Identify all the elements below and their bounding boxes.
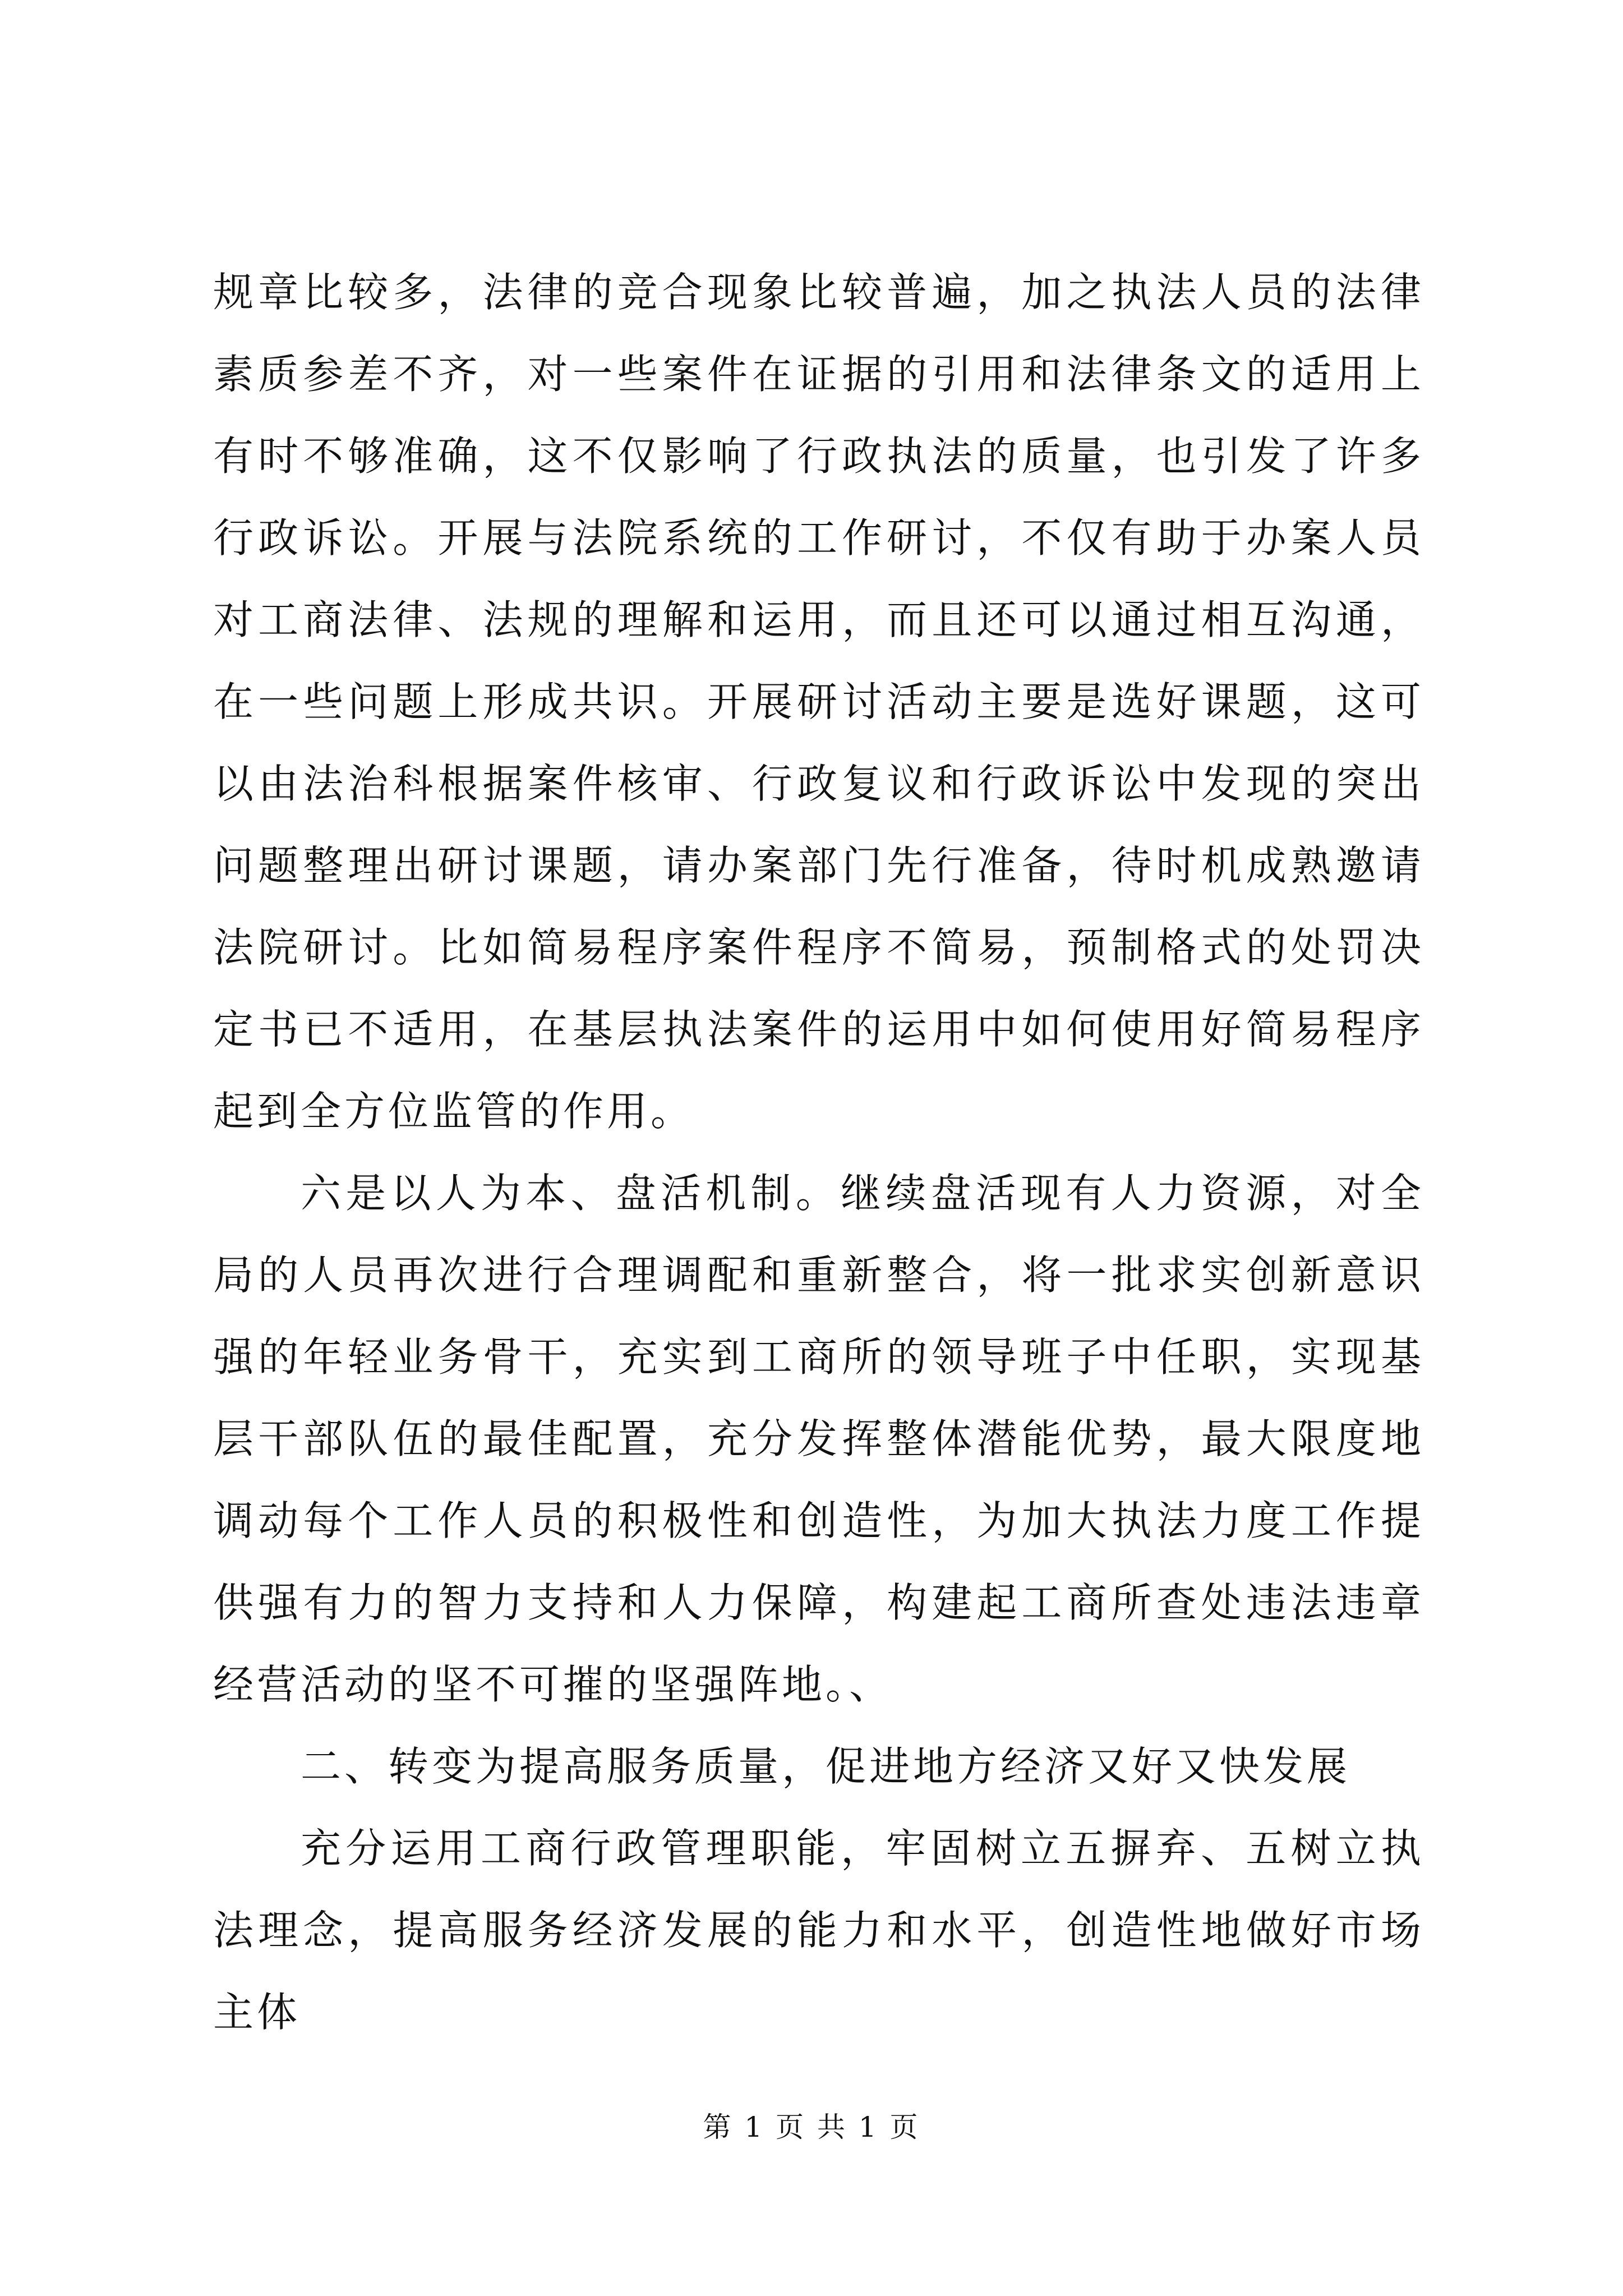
paragraph-item-six: 六是以人为本、盘活机制。继续盘活现有人力资源，对全局的人员再次进行合理调配和重新整合，将一批求实创新意识强的年轻业务骨干，充实到工商所的领导班子中任职，实现基层干部队伍的最佳配置，充分发挥整体潜能优势，最大限度地调动每个工作人员的积极性和创造性，为加大执法力度工作提供强有力的智力支持和人力保障，构建起工商所查处违法违章经营活动的坚不可摧的坚强阵地。、 <box>213 1170 1424 1708</box>
document-body <box>213 251 1424 2053</box>
paragraph-continued: 规章比较多，法律的竞合现象比较普遍，加之执法人员的法律素质参差不齐，对一些案件在证据的引用和法律条文的适用上有时不够准确，这不仅影响了行政执法的质量，也引发了许多行政诉讼。开展与法院系统的工作研讨，不仅有助于办案人员对工商法律、法规的理解和运用，而且还可以通过相互沟通，在一些问题上形成共识。开展研讨活动主要是选好课题，这可以由法治科根据案件核审、行政复议和行政诉讼中发现的突出问题整理出研讨课题，请办案部门先行准备，待时机成熟邀请法院研讨。比如简易程序案件程序不简易，预制格式的处罚决定书已不适用，在基层执法案件的运用中如何使用好简易程序起到全方位监管的作用。 <box>213 269 1424 1135</box>
page-number-footer: 第 1 页 共 1 页 <box>703 2111 920 2143</box>
paragraph-section-two-body: 充分运用工商行政管理职能，牢固树立五摒弃、五树立执法理念，提高服务经济发展的能力和水平，创造性地做好市场主体 <box>213 1825 1424 2036</box>
section-heading-two: 二、转变为提高服务质量，促进地方经济又好又快发展 <box>301 1743 1351 1790</box>
